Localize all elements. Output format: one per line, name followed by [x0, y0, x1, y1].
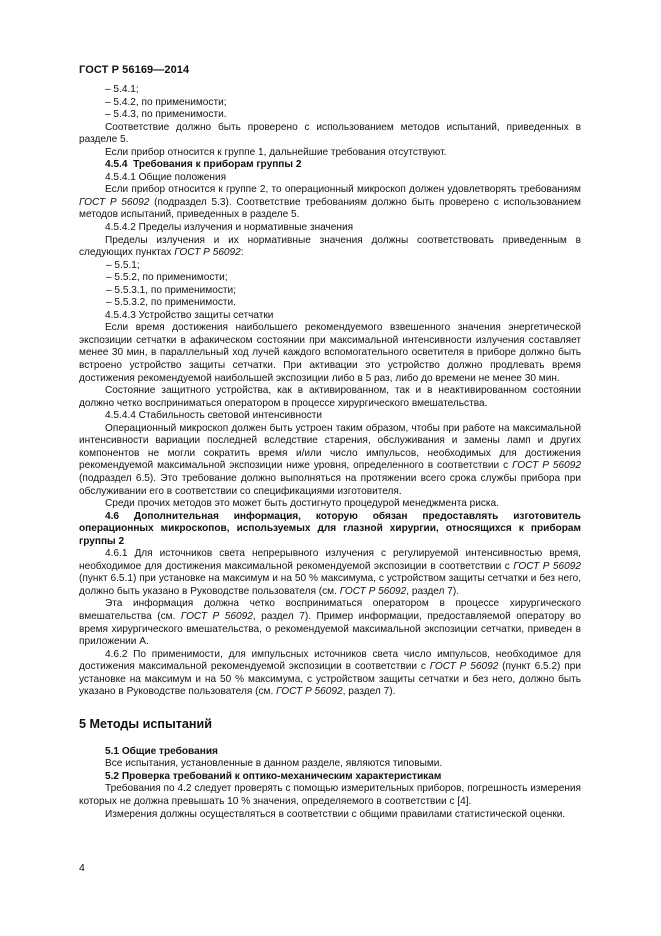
standard-reference: ГОСТ Р 56092: [174, 247, 241, 259]
text-run: Эта информация должна четко восприниматься оператором в процессе хирургического вмешательства (см.: [79, 598, 581, 622]
list-item-5-5-3-1: – 5.5.3.1, по применимости;: [106, 284, 236, 296]
text-run: , раздел 7).: [342, 686, 396, 698]
standard-reference: ГОСТ Р 56092: [513, 560, 581, 572]
heading-4-6: 4.6 Дополнительная информация, которую обязан предоставлять изготовитель операционных микроскопов, используемых для глазной хирургии, относящихся к приборам группы 2: [79, 510, 581, 547]
paragraph-4-5-4-4-a: [79, 423, 581, 498]
paragraph-5-2-b: Измерения должны осуществляться в соответствии с общими правилами статистической оценки.: [105, 808, 566, 820]
heading-4-5-4: [79, 159, 581, 172]
paragraph-4-6-1-b: [79, 598, 581, 648]
standard-reference: ГОСТ Р 56092: [512, 460, 581, 472]
paragraph-4-5-4-1: [79, 184, 581, 222]
list-item-5-5-1: – 5.5.1;: [106, 259, 140, 271]
text-run: :: [240, 247, 244, 259]
text-run: Пределы излучения и их нормативные значения должны соответствовать приведенным в следующих пунктах: [79, 234, 581, 259]
heading-4-5-4-3: 4.5.4.3 Устройство защиты сетчатки: [105, 309, 274, 321]
list-item-5-5-2: – 5.5.2, по применимости;: [106, 272, 228, 284]
paragraph-5-1: Все испытания, установленные в данном разделе, являются типовыми.: [105, 758, 443, 770]
heading-5-1: 5.1 Общие требования: [105, 745, 218, 757]
heading-4-5-4-2: 4.5.4.2 Пределы излучения и нормативные значения: [105, 222, 354, 234]
text-run: , раздел 7). Пример информации, предоставляемой оператору во время хирургического вмешательства, о рекомендуемой максимальной экспозиции сетчатки, приведен в приложении А.: [79, 610, 581, 648]
standard-reference: ГОСТ Р 56092: [339, 585, 407, 597]
paragraph-4-6-2: [79, 649, 581, 699]
standard-reference: ГОСТ Р 56092: [180, 610, 253, 622]
document-body: [79, 84, 581, 821]
paragraph-group1: Если прибор относится к группе 1, дальнейшие требования отсутствуют.: [105, 146, 447, 158]
text-run: (пункт 6.5.2) при установке на максимум и на 50 % максимума, с устройством защиты сетчатки и без него, должно быть указано в Руководстве пользователя (см.: [79, 661, 581, 698]
standard-reference: ГОСТ Р 56092: [276, 686, 343, 698]
list-item-5-4-3: – 5.4.3, по применимости.: [105, 109, 227, 121]
heading-4-5-4-title: Требования к приборам группы 2: [133, 159, 302, 171]
heading-5-2: 5.2 Проверка требований к оптико-механическим характеристикам: [105, 770, 442, 782]
paragraph-4-5-4-2: [79, 235, 581, 260]
text-run: 4.6.2 По применимости, для импульсных источников света число импульсов, необходимое для достижения максимальной рекомендуемой экспозиции в соответствии с: [79, 648, 581, 673]
page-number: 4: [79, 862, 85, 874]
heading-4-5-4-number: 4.5.4: [105, 159, 128, 171]
text-run: (подраздел 6.5). Это требование должно выполняться на протяжении всего срока службы прибора при обслуживании его в соответствии со спецификациями изготовителя.: [79, 472, 581, 497]
text-run: (подраздел 5.3). Соответствие требованиям должно быть проверено с использованием методов испытаний, приведенных в разделе 5.: [79, 196, 581, 221]
heading-4-5-4-1: 4.5.4.1 Общие положения: [105, 171, 227, 183]
list-item-5-4-1: – 5.4.1;: [105, 84, 139, 95]
text-run: 4.6.1 Для источников света непрерывного излучения с регулируемой интенсивностью время, необходимое для достижения максимальной рекомендуемой экспозиции в соответствии с: [79, 548, 581, 572]
paragraph-4-5-4-4-b: Среди прочих методов это может быть достигнуто процедурой менеджмента риска.: [105, 498, 499, 510]
paragraph-conformity: Соответствие должно быть проверено с использованием методов испытаний, приведенных в разделе 5.: [79, 121, 581, 146]
list-item-5-4-2: – 5.4.2, по применимости;: [105, 96, 227, 108]
paragraph-4-5-4-3-b: Состояние защитного устройства, как в активированном, так и в неактивированном состоянии должно четко восприниматься оператором в процессе хирургического вмешательства.: [79, 385, 581, 409]
paragraph-5-2-a: Требования по 4.2 следует проверять с помощью измерительных приборов, погрешность измерения которых не должна превышать 10 % значения, определяемого в соответствии с [4].: [79, 783, 581, 807]
heading-4-5-4-4: 4.5.4.4 Стабильность световой интенсивности: [105, 410, 323, 422]
text-run: , раздел 7).: [406, 585, 460, 597]
text-run: Если прибор относится к группе 2, то операционный микроскоп должен удовлетворять требованиям: [105, 184, 581, 196]
paragraph-4-6-1: [79, 548, 581, 598]
list-item-5-5-3-2: – 5.5.3.2, по применимости.: [106, 297, 236, 309]
standard-reference: ГОСТ Р 56092: [429, 661, 499, 673]
text-run: (пункт 6.5.1) при установке на максимум и на 50 % максимума, с устройством защиты сетчатки и без него, должно быть указано в Руководстве пользователя (см.: [79, 573, 581, 597]
standard-reference: ГОСТ Р 56092: [79, 196, 150, 208]
heading-section-5: 5 Методы испытаний: [79, 716, 212, 731]
text-run: Операционный микроскоп должен быть устроен таким образом, чтобы при работе на максимальной интенсивности вариации последней вследствие старения, обслуживания и замены ламп и других компонентов не могли сократить время и/или число импульсов, необходимых для достижения рекомендуемой максимальной экспозиции ниже уровня, определенного в соответствии с: [79, 422, 581, 472]
paragraph-4-5-4-3-a: Если время достижения наибольшего рекомендуемого взвешенного значения энергетической экспозиции сетчатки в афакическом состоянии при максимальной интенсивности излучения составляет менее 30 мин, в параллельный ход лучей каждого вспомогательного осветителя в приборе должно быть встроено устройство защиты сетчатки. При активации это устройство должно продлевать время достижения рекомендуемой наибольшей экспозиции либо в 5 раз, либо до времени не менее 30 мин.: [79, 322, 581, 384]
document-code-header: ГОСТ Р 56169—2014: [79, 64, 190, 76]
